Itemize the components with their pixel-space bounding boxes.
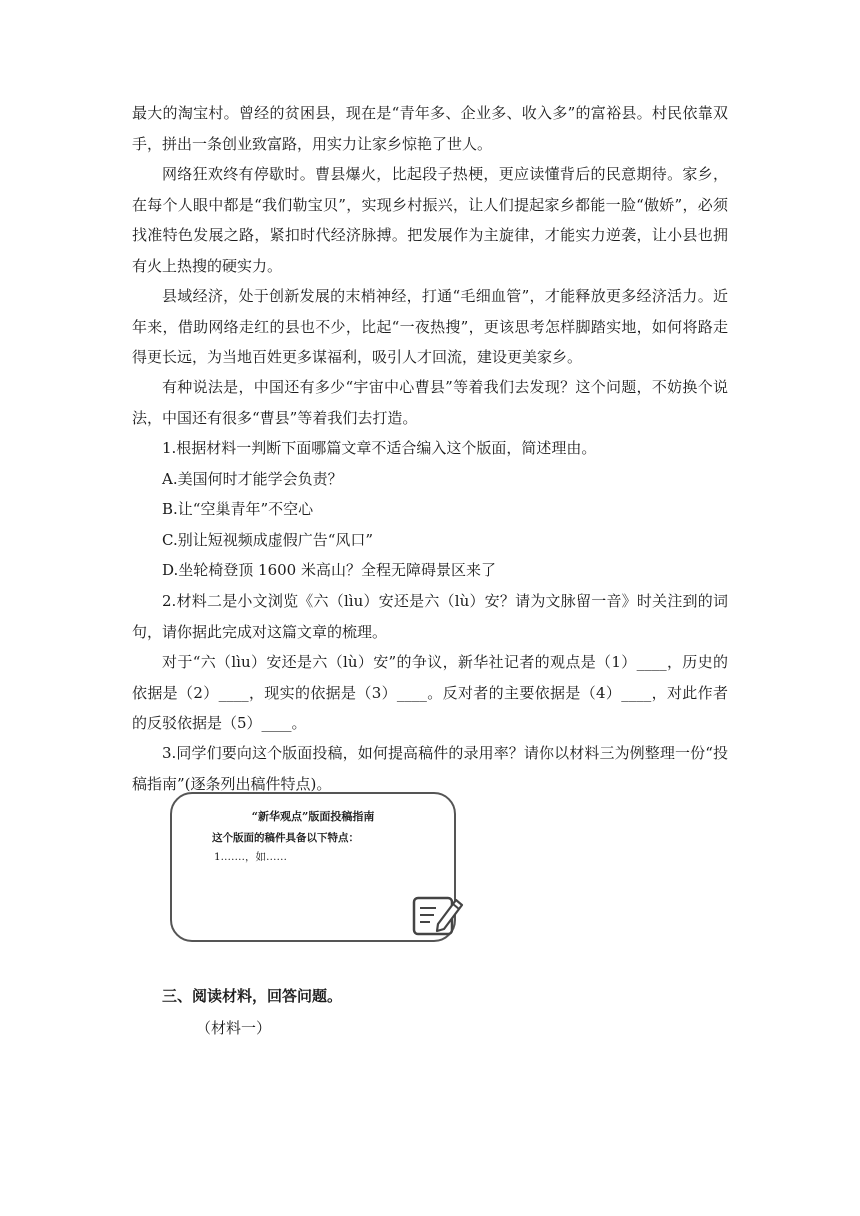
question-2-fill-blanks: 对于“六（lìu）安还是六（lù）安”的争议，新华社记者的观点是（1）____，历史的依据是（2）____，现实的依据是（3）____。反对者的主要依据是（4）____，对此作者的反驳依据是（5）____。 <box>132 653 728 732</box>
guide-line-2: 1.……，如…… <box>214 851 288 863</box>
question-1: 1.根据材料一判断下面哪篇文章不适合编入这个版面，简述理由。 <box>162 439 597 457</box>
section-heading: 三、阅读材料，回答问题。 <box>162 987 343 1005</box>
paragraph-county-economy: 县域经济，处于创新发展的末梢神经，打通“毛细血管”，才能释放更多经济活力。近年来，借助网络走红的县也不少，比起“一夜热搜”，更该思考怎样脚踏实地，如何将路走得更长远，为当地百姓更多谋福利，吸引人才回流，建设更美家乡。 <box>132 287 728 366</box>
option-a: A.美国何时才能学会负责？ <box>162 470 343 488</box>
paragraph-online-carnival: 网络狂欢终有停歇时。曹县爆火，比起段子热梗，更应读懂背后的民意期待。家乡，在每个人眼中都是“我们勒宝贝”，实现乡村振兴，让人们提起家乡都能一脸“傲娇”，必须找准特色发展之路，紧扣时代经济脉搏。把发展作为主旋律，才能实力逆袭，让小县也拥有火上热搜的硬实力。 <box>132 165 728 275</box>
option-b: B.让“空巢青年”不空心 <box>162 500 314 518</box>
option-d: D.坐轮椅登顶 1600 米高山？全程无障碍景区来了 <box>162 561 496 579</box>
guide-line-1: 这个版面的稿件具备以下特点： <box>212 832 359 844</box>
material-label: （材料一） <box>196 1019 272 1037</box>
paragraph-conclusion: 有种说法是，中国还有多少“宇宙中心曹县”等着我们去发现？这个问题，不妨换个说法，中国还有很多“曹县”等着我们去打造。 <box>132 378 728 427</box>
question-3: 3.同学们要向这个版面投稿，如何提高稿件的录用率？请你以材料三为例整理一份“投稿指南”(逐条列出稿件特点)。 <box>132 744 728 793</box>
guide-title: “新华观点”版面投稿指南 <box>251 810 375 823</box>
paragraph-intro-end: 最大的淘宝村。曾经的贫困县，现在是“青年多、企业多、收入多”的富裕县。村民依靠双手，拼出一条创业致富路，用实力让家乡惊艳了世人。 <box>132 104 728 153</box>
question-2: 2.材料二是小文浏览《六（lìu）安还是六（lù）安？请为文脉留一音》时关注到的词句，请你据此完成对这篇文章的梳理。 <box>132 592 728 641</box>
note-pen-icon <box>408 892 466 940</box>
option-c: C.别让短视频成虚假广告“风口” <box>162 531 374 549</box>
